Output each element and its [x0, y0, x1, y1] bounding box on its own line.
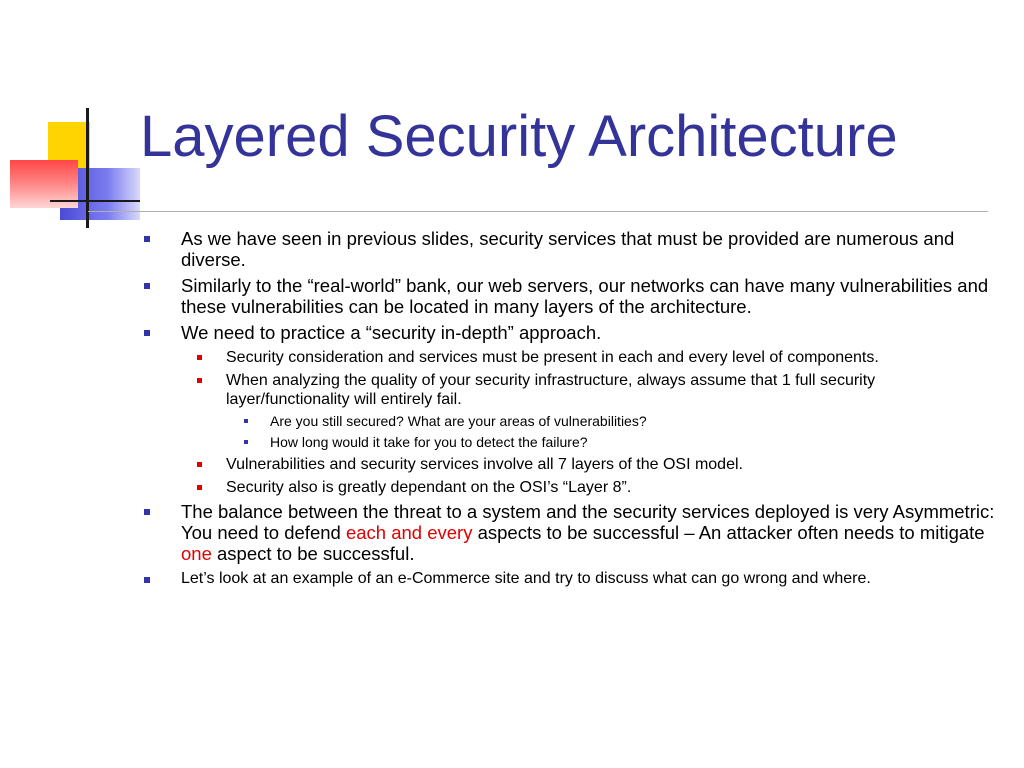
bullet-level-1: [140, 322, 1000, 343]
square-bullet-icon: [197, 355, 202, 360]
logo-vertical-line: [86, 108, 89, 228]
bullet-text: Vulnerabilities and security services involve all 7 layers of the OSI model.: [226, 456, 743, 473]
bullet-level-2: [140, 478, 1000, 497]
bullet-level-1: [140, 569, 1000, 588]
square-bullet-icon: [144, 236, 150, 242]
logo-horizontal-line: [50, 200, 140, 202]
title-divider: [88, 211, 988, 212]
highlighted-text: one: [181, 543, 212, 564]
bullet-text-part: The balance between the threat to a system and the security services deployed is very Asymmetric: You need to defend: [181, 501, 995, 543]
bullet-level-2: [140, 455, 1000, 474]
bullet-level-1: [140, 501, 1000, 564]
bullet-text-part: aspects to be successful – An attacker often needs to mitigate: [472, 522, 985, 543]
bullet-level-3: [140, 413, 1000, 430]
square-bullet-icon: [144, 330, 150, 336]
bullet-text: We need to practice a “security in-depth” approach.: [181, 322, 602, 343]
bullet-level-2: [140, 348, 1000, 367]
bullet-level-3: [140, 434, 1000, 451]
bullet-text: How long would it take for you to detect the failure?: [270, 434, 588, 450]
square-bullet-icon: [144, 577, 150, 583]
square-bullet-icon: [244, 440, 248, 444]
square-bullet-icon: [197, 462, 202, 467]
square-bullet-icon: [144, 509, 150, 515]
bullet-text-part: aspect to be successful.: [211, 543, 415, 564]
slide-body: [140, 228, 1000, 593]
square-bullet-icon: [197, 485, 202, 490]
bullet-text: Similarly to the “real-world” bank, our web servers, our networks can have many vulnerabilities and these vulnerabilities can be located in many layers of the architecture.: [181, 275, 989, 317]
square-bullet-icon: [244, 419, 248, 423]
bullet-text: Are you still secured? What are your areas of vulnerabilities?: [270, 413, 647, 429]
square-bullet-icon: [197, 378, 202, 383]
bullet-text: Security consideration and services must be present in each and every level of components.: [226, 349, 879, 366]
bullet-text: Security also is greatly dependant on the OSI’s “Layer 8”.: [226, 479, 632, 496]
bullet-level-2: [140, 371, 1000, 409]
bullet-text: Let’s look at an example of an e-Commerce site and try to discuss what can go wrong and where.: [181, 570, 871, 587]
bullet-text: When analyzing the quality of your security infrastructure, always assume that 1 full security layer/functionality will entirely fail.: [226, 372, 876, 408]
highlighted-text: each and every: [345, 522, 473, 543]
square-bullet-icon: [144, 283, 150, 289]
bullet-level-1: [140, 228, 1000, 270]
slide-title: Layered Security Architecture: [140, 104, 898, 169]
bullet-text: As we have seen in previous slides, security services that must be provided are numerous and diverse.: [181, 228, 955, 270]
bullet-level-1: [140, 275, 1000, 317]
slide-logo: [0, 0, 160, 240]
